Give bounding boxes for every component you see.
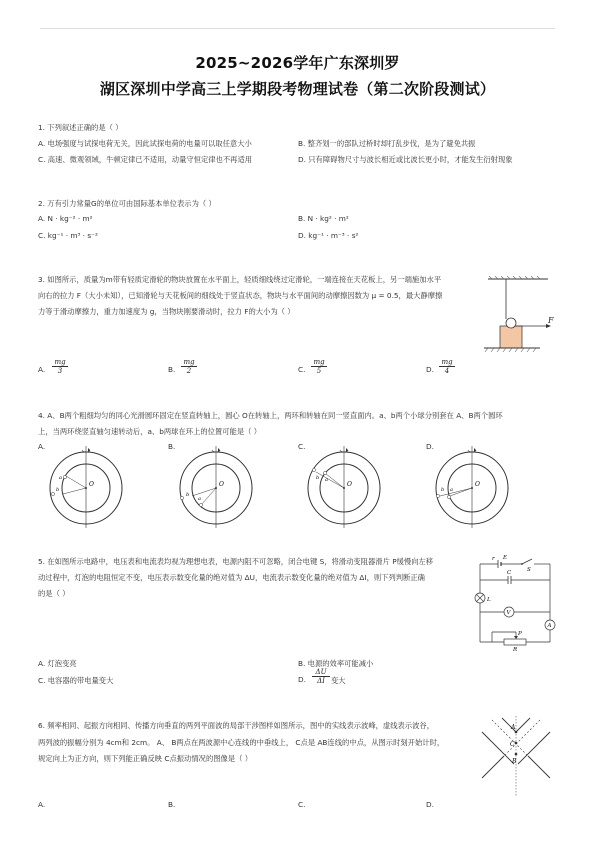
q5-option-d-fraction: [312, 668, 330, 685]
q4-option-c-figure: [304, 446, 384, 528]
q2-option-b: B. N · kg² · m²: [298, 214, 349, 223]
page-title-line1: 2025~2026学年广东深圳罗: [195, 54, 400, 72]
q5-stem-line3: 的是（ ）: [38, 589, 70, 598]
q3-d-numerator: mg: [441, 358, 453, 366]
label-s: S: [527, 567, 531, 573]
q1-stem: 1. 下列叙述正确的是（ ）: [38, 123, 123, 132]
q3-a-denominator: 3: [57, 367, 63, 375]
q5-option-d-letter: D.: [298, 675, 306, 684]
point-c-label: C: [510, 741, 515, 748]
q4-option-d-letter: D.: [426, 442, 434, 451]
label-c: C: [507, 570, 512, 576]
q3-option-b-letter: B.: [168, 365, 176, 374]
q5-option-d-suffix: 变大: [331, 676, 346, 685]
label-ammeter: A: [547, 623, 552, 629]
q1-option-c: C. 高速、微观领域，牛顿定律已不适用，动量守恒定律也不再适用: [38, 155, 253, 164]
center-o-label: O: [89, 481, 94, 488]
q4-option-a-letter: A.: [38, 442, 46, 451]
q2-stem: 2. 万有引力常量G的单位可由国际基本单位表示为（ ）: [38, 199, 216, 208]
q6-stem-line3: 规定向上为正方向，则下列能正确反映 C点振动情况的图像是（ ）: [38, 754, 253, 763]
ball-a-label: a: [59, 475, 62, 481]
ball-a-label: a: [450, 487, 453, 493]
q3-stem-line1: 3. 如图所示，质量为m带有轻质定滑轮的物块放置在水平面上，轻质细线绕过定滑轮，一端连接在天花板上，另一端施加水平: [38, 275, 442, 284]
label-e: E: [503, 555, 508, 561]
q3-stem-line3: 力等于滑动摩擦力，重力加速度为 g，当物块刚要滑动时，拉力 F的大小为（ ）: [38, 307, 295, 316]
q3-option-a-fraction: [52, 358, 68, 375]
q4-stem-line1: 4. A、B两个粗细均匀的同心光滑圆环固定在竖直转轴上，圆心 O在转轴上，两环和转轴在同一竖直面内。a、b两个小球分别套在 A、B两个圆环: [38, 411, 503, 420]
ball-b-label: b: [316, 475, 320, 481]
q5-option-a: A. 灯泡变亮: [38, 659, 77, 668]
q2-option-c: C. kg⁻¹ · m³ · s⁻²: [38, 231, 98, 240]
q4-option-c-letter: C.: [298, 442, 306, 451]
page-title-line2: 湖区深圳中学高三上学期段考物理试卷（第二次阶段测试）: [99, 80, 496, 98]
center-o-label: O: [475, 481, 480, 488]
top-rule: [40, 28, 555, 29]
q3-option-a-letter: A.: [38, 365, 46, 374]
q3-pulley-figure: [478, 276, 558, 360]
q6-option-b-letter: B.: [168, 800, 176, 809]
q6-interference-figure: [478, 716, 554, 796]
label-l: L: [487, 597, 491, 603]
label-p: P: [518, 631, 522, 637]
label-r: r: [492, 556, 495, 562]
q3-stem-line2: 向右的拉力 F（大小未知），已知滑轮与天花板间的细线处于竖直状态，物块与水平面间的动摩擦因数为 μ = 0.5，最大静摩擦: [38, 291, 443, 300]
q3-c-numerator: mg: [313, 358, 325, 366]
q3-a-numerator: mg: [54, 358, 66, 366]
q5-option-c: C. 电容器的带电量变大: [38, 676, 114, 685]
q4-option-b-letter: B.: [168, 442, 176, 451]
q3-option-d-letter: D.: [426, 365, 434, 374]
point-a-label: A: [511, 724, 516, 731]
q5-stem-line2: 动过程中，灯泡的电阻恒定不变，电压表示数变化量的绝对值为 ΔU，电流表示数变化量的绝对值为 ΔI，则下列判断正确: [38, 573, 425, 582]
q3-b-denominator: 2: [186, 367, 192, 375]
q3-option-d-fraction: [439, 358, 455, 375]
q3-option-c-letter: C.: [298, 365, 306, 374]
ball-a-label: a: [198, 496, 201, 502]
q2-option-a: A. N · kg⁻² · m²: [38, 214, 93, 223]
q4-stem-line2: 上，当两环绕竖直轴匀速转动后，a、b两球在环上的位置可能是（ ）: [38, 427, 262, 436]
q4-option-d-figure: [432, 446, 512, 528]
q6-option-a-letter: A.: [38, 800, 46, 809]
q5-d-numerator: ΔU: [315, 668, 327, 676]
q3-option-b-fraction: [181, 358, 197, 375]
q5-stem-line1: 5. 在如图所示电路中，电压表和电流表均视为理想电表，电源内阻不可忽略，闭合电键 S，将滑动变阻器滑片 P缓慢向左移: [38, 557, 434, 566]
q6-stem-line2: 两列波的振幅分别为 4cm和 2cm。 A、 B两点在两波源中心连线的中垂线上， C点是 AB连线的中点，从图示时刻开始计时，: [38, 738, 445, 747]
q2-option-d: D. kg⁻¹ · m⁻³ · s²: [298, 231, 359, 240]
q5-d-denominator: ΔI: [317, 677, 325, 685]
label-v: V: [506, 610, 511, 616]
q6-option-c-letter: C.: [298, 800, 306, 809]
q3-c-denominator: 5: [316, 367, 322, 375]
q4-option-a-figure: [46, 446, 126, 528]
q3-force-label: F: [548, 316, 554, 325]
q3-d-denominator: 4: [444, 367, 450, 375]
point-b-label: B: [512, 758, 517, 765]
ball-b-label: b: [186, 492, 190, 498]
q6-stem-line1: 6. 频率相同、起振方向相同、传播方向垂直的两列平面波的局部干涉图样如图所示，图中的实线表示波峰，虚线表示波谷，: [38, 721, 435, 730]
q6-option-d-letter: D.: [426, 800, 434, 809]
q3-option-c-fraction: [311, 358, 327, 375]
q5-option-b: B. 电源的效率可能减小: [298, 659, 374, 668]
label-r-rheostat: R: [513, 647, 518, 652]
q5-circuit-figure: [470, 552, 560, 652]
ball-a-label: a: [325, 477, 328, 483]
ball-b-label: b: [441, 487, 445, 493]
q4-option-b-figure: [176, 446, 256, 528]
q1-option-a: A. 电场强度与试探电荷无关，因此试探电荷的电量可以取任意大小: [38, 139, 252, 148]
q1-option-b: B. 整齐划一的部队过桥时却打乱步伐，是为了避免共振: [298, 139, 476, 148]
center-o-label: O: [219, 481, 224, 488]
q1-option-d: D. 只有障碍物尺寸与波长相近或比波长更小时，才能发生衍射现象: [298, 155, 513, 164]
center-o-label: O: [347, 481, 352, 488]
q3-b-numerator: mg: [183, 358, 195, 366]
ball-b-label: b: [56, 487, 60, 493]
